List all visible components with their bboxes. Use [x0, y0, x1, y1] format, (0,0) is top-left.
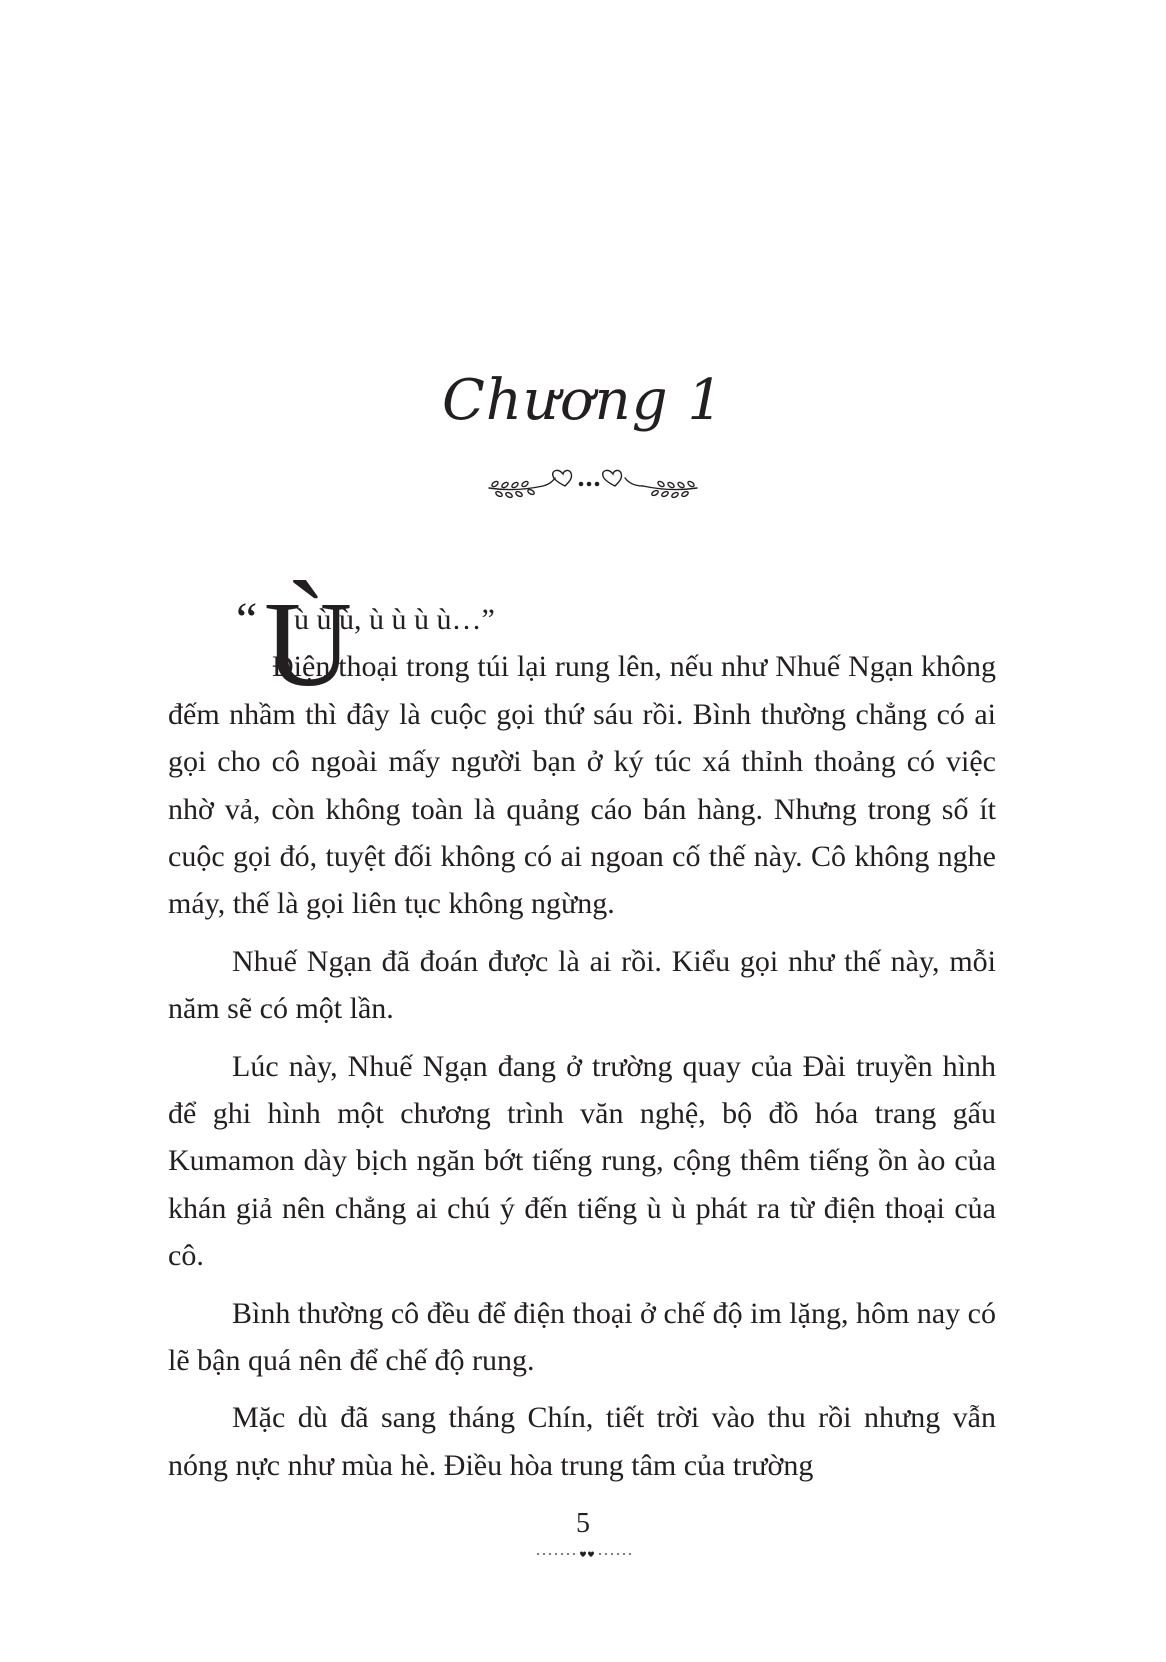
paragraph-opening: Điện thoại trong túi lại rung lên, nếu như Nhuế Ngạn không đếm nhầm thì đây là cuộc gọi thứ sáu rồi. Bình thường chẳng có ai gọi cho cô ngoài mấy người bạn ở ký túc xá thỉnh thoảng có việc nhờ vả, còn không toàn là quảng cáo bán hàng. Nhưng trong số ít cuộc gọi đó, tuyệt đối không có ai ngoan cố thế này. Cô không nghe máy, thế là gọi liên tục không ngừng.: [168, 650, 996, 921]
paragraph: Mặc dù đã sang tháng Chín, tiết trời vào thu rồi nhưng vẫn nóng nực như mùa hè. Điều hòa trung tâm của trường: [168, 1401, 996, 1482]
paragraph: Bình thường cô đều để điện thoại ở chế độ im lặng, hôm nay có lẽ bận quá nên để chế độ rung.: [168, 1296, 996, 1378]
opening-quote-mark: “: [236, 593, 258, 646]
dotted-hearts-divider-icon: [534, 1548, 634, 1560]
page-number: 5: [576, 1508, 590, 1539]
chapter-title: Chương 1: [441, 368, 725, 433]
paragraph: Lúc này, Nhuế Ngạn đang ở trường quay của Đài truyền hình để ghi hình một chương trình văn nghệ, bộ đồ hóa trang gấu Kumamon dày bịch ngăn bớt tiếng rung, cộng thêm tiếng ồn ào của khán giả nên chẳng ai chú ý đến tiếng ù ù phát ra từ điện thoại của cô.: [168, 1049, 996, 1273]
drop-cap-letter: Ù: [264, 577, 353, 712]
opening-first-line: ù ù ù, ù ù ù ù…”: [294, 603, 495, 636]
paragraph: Nhuế Ngạn đã đoán được là ai rồi. Kiểu gọi như thế này, mỗi năm sẽ có một lần.: [168, 944, 996, 1026]
chapter-body: [168, 577, 996, 1489]
opening-line: [168, 577, 996, 712]
vine-hearts-ornament-icon: [485, 464, 701, 508]
